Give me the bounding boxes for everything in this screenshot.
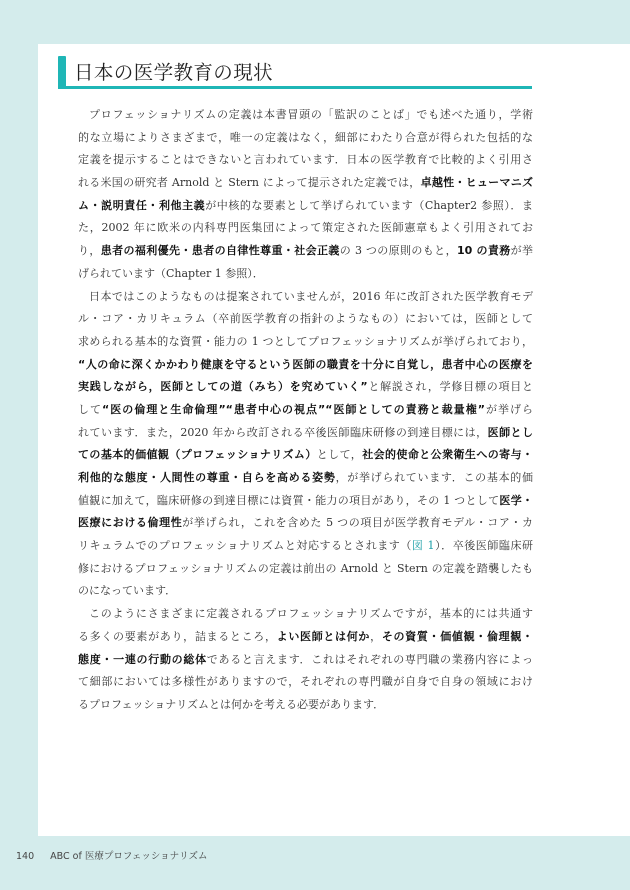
text-line bbox=[78, 104, 533, 127]
text-segment: ル・コア・カリキュラム（卒前医学教育の指針のようなもの）においては，医師として bbox=[78, 312, 533, 326]
bold-text: 利他的な態度・人間性の尊重・自らを高める姿勢 bbox=[78, 471, 336, 484]
text-line bbox=[78, 308, 533, 331]
bold-text: 10 の責務 bbox=[456, 244, 511, 258]
text-line bbox=[78, 195, 533, 218]
bold-text: 患者の福利優先・患者の自律性尊重・社会正義 bbox=[100, 244, 340, 258]
text-line bbox=[78, 694, 533, 717]
text-segment: のになっています． bbox=[78, 584, 177, 598]
text-segment: 値観に加えて，臨床研修の到達目標には資質・能力の項目があり，その 1 つとして bbox=[78, 493, 500, 507]
text-line bbox=[78, 444, 533, 467]
text-segment: 求められる基本的な資質・能力の 1 つとしてプロフェッショナリズムが挙げられており， bbox=[78, 334, 533, 348]
text-segment: このようにさまざまに定義されるプロフェッショナリズムですが，基本的には共通す bbox=[89, 607, 533, 621]
text-segment: して bbox=[78, 402, 103, 416]
text-segment: る多くの要素があり，詰まるところ， bbox=[78, 629, 277, 643]
bold-text: 医療における倫理性 bbox=[78, 516, 183, 530]
text-line bbox=[78, 467, 533, 490]
text-line bbox=[78, 649, 533, 672]
text-line bbox=[78, 422, 533, 445]
text-line bbox=[78, 535, 533, 558]
bold-text: 医師とし bbox=[487, 425, 533, 439]
text-segment: であると言えます．これはそれぞれの専門職の業務内容によっ bbox=[206, 652, 533, 666]
text-segment: れています．また，2020 年から改訂される卒後医師臨床研修の到達目標には， bbox=[78, 425, 488, 439]
text-segment: げられています（Chapter 1 参照）． bbox=[78, 266, 264, 280]
text-segment: と解説され，学修目標の項目と bbox=[367, 380, 533, 394]
bold-text: 態度・一連の行動の総体 bbox=[78, 652, 207, 666]
text-segment: り， bbox=[78, 244, 101, 258]
body-text bbox=[78, 104, 533, 717]
text-segment: ， bbox=[370, 629, 382, 643]
text-segment: として， bbox=[316, 448, 363, 462]
bold-text: “人の命に深くかかわり健康を守るという医師の職責を十分に自覚し，患者中心の医療を bbox=[78, 357, 533, 371]
bold-text: その資質・価値観・倫理観・ bbox=[381, 629, 533, 643]
page-footer bbox=[16, 848, 207, 862]
text-segment: リキュラムでのプロフェッショナリズムと対応するとされます（ bbox=[78, 539, 412, 553]
text-line bbox=[78, 399, 533, 422]
text-segment: が挙げられ，これを含めた 5 つの項目が医学教育モデル・コア・カ bbox=[182, 516, 533, 530]
text-line bbox=[78, 490, 533, 513]
text-segment: の 3 つの原則のもと， bbox=[339, 244, 457, 258]
text-segment: 的な立場によりさまざまで，唯一の定義はなく，細部にわたり合意が得られた包括的な bbox=[78, 130, 533, 144]
bold-text: よい医師とは何か bbox=[276, 629, 371, 643]
text-segment: 定義を提示することはできないと言われています．日本の医学教育で比較的よく引用さ bbox=[78, 153, 533, 167]
bold-text: ム・説明責任・利他主義 bbox=[78, 198, 206, 212]
text-line bbox=[78, 376, 533, 399]
book-title: ABC of 医療プロフェッショナリズム bbox=[50, 851, 208, 862]
bold-text: ての基本的価値観（プロフェッショナリズム） bbox=[78, 448, 317, 462]
text-segment: 日本ではこのようなものは提案されていませんが，2016 年に改訂された医学教育モデ bbox=[89, 289, 533, 303]
bold-text: 医学・ bbox=[499, 493, 533, 507]
text-line bbox=[78, 331, 533, 354]
text-line bbox=[78, 127, 533, 150]
text-line bbox=[78, 172, 533, 195]
text-line bbox=[78, 286, 533, 309]
text-segment: た，2002 年に欧米の内科専門医集団によって策定された医師憲章もよく引用されてお bbox=[78, 221, 533, 235]
bold-text: 実践しながら，医師としての道（みち）を究めていく” bbox=[78, 380, 368, 394]
text-line bbox=[78, 217, 533, 240]
text-line bbox=[78, 149, 533, 172]
bold-text: 卓越性・ヒューマニズ bbox=[420, 176, 533, 190]
section-heading bbox=[58, 56, 532, 89]
text-segment: ）．卒後医師臨床研 bbox=[434, 539, 533, 553]
text-line bbox=[78, 558, 533, 581]
text-segment: て細部においては多様性がありますので，それぞれの専門職が自身で自身の領域におけ bbox=[78, 675, 533, 689]
text-segment: れる米国の研究者 Arnold と Stern によって提示された定義では， bbox=[78, 176, 421, 190]
text-line bbox=[78, 580, 533, 603]
text-segment: 修におけるプロフェッショナリズムの定義は前出の Arnold と Stern の定義を踏襲したも bbox=[78, 561, 533, 575]
bold-text: 社会的使命と公衆衛生への寄与・ bbox=[362, 448, 533, 462]
text-segment: るプロフェッショナリズムとは何かを考える必要があります． bbox=[78, 697, 385, 711]
text-line bbox=[78, 626, 533, 649]
heading-underline bbox=[58, 86, 532, 89]
figure-reference-link[interactable]: 図 1 bbox=[411, 539, 435, 553]
text-line bbox=[78, 263, 533, 286]
page-number: 140 bbox=[16, 851, 35, 862]
text-segment: が挙 bbox=[510, 244, 533, 258]
heading-accent-bar bbox=[58, 56, 66, 89]
text-segment: ，が挙げられています．この基本的価 bbox=[335, 471, 533, 484]
text-line bbox=[78, 603, 533, 626]
text-line bbox=[78, 240, 533, 263]
text-segment: が中核的な要素として挙げられています（Chapter2 参照）．ま bbox=[205, 198, 533, 212]
text-line bbox=[78, 671, 533, 694]
text-line bbox=[78, 354, 533, 377]
text-segment: が挙げら bbox=[484, 402, 533, 416]
section-title: 日本の医学教育の現状 bbox=[74, 61, 274, 84]
text-segment: プロフェッショナリズムの定義は本書冒頭の「監訳のことば」でも述べた通り，学術 bbox=[89, 108, 533, 121]
text-line bbox=[78, 512, 533, 535]
bold-text: “医の倫理と生命倫理”“患者中心の視点”“医師としての責務と裁量権” bbox=[102, 402, 485, 416]
